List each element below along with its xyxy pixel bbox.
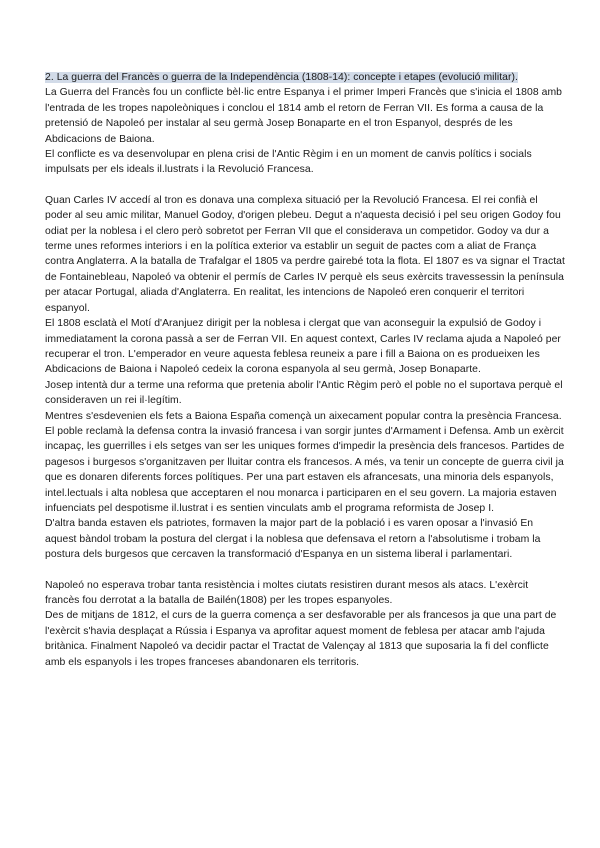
paragraph-patriotes: D'altra banda estaven els patriotes, formaven la major part de la població i es varen oposar a l'invasió En aquest bàndol trobam la postura del clergat i la noblesa que defensava el retorn a l'absolutisme i trobam la postura dels burgesos que cercaven la transformació d'Espanya en un sistema liberal i parlamentari. [45, 518, 541, 561]
paragraph-uprising: Mentres s'esdevenien els fets a Baiona España començà un aixecament popular contra la presència Francesa. El poble reclamà la defensa contra la invasió francesa i van sorgir juntes d'Armament i Defensa. Amb un exèrcit incapaç, les guerrilles i els setges van ser les uniques formes d'impedir la presència dels francesos. Partides de pagesos i burgesos s'organitzaven per lluitar contra els francesos. A més, va tenir un concepte de guerra civil ja que es donaren diferents forces polítiques. Per una part estaven els afrancesats, una minoria dels espanyols, intel.lectuals i alta noblesa que acceptaren el nou monarca i participaren en el seu govern. La majoria estaven infuenciats pel despotisme il.lustrat i es sentien vinculats amb el programa reformista de Josep I. [45, 410, 565, 514]
paragraph-gap [45, 563, 565, 578]
section-heading-text: 2. La guerra del Francès o guerra de la Independència (1808-14): concepte i etapes (evolució militar). [45, 72, 518, 83]
paragraph-gap [45, 178, 565, 193]
paragraph-bailen: Napoleó no esperava trobar tanta resistència i moltes ciutats resistiren durant mesos als atacs. L'exèrcit francès fou derrotat a la batalla de Bailén(1808) per les tropes espanyoles. [45, 579, 529, 606]
paragraph-intro: La Guerra del Francès fou un conflicte bèl·lic entre Espanya i el primer Imperi Francès que s'inicia el 1808 amb l'entrada de les tropes napoleòniques i conclou el 1814 amb el retorn de Ferran VII. Es forma a causa de la pretensió de Napoleó per instalar al seu germà Josep Bonaparte en el tron Espanyol, després de les Abdicacions de Baiona. [45, 87, 562, 145]
section-heading [45, 70, 565, 85]
paragraph-aranjuez: El 1808 esclatà el Motí d'Aranjuez dirigit per la noblesa i clergat que van aconseguir la expulsió de Godoy i immediatament la corona passà a ser de Ferran VII. En aquest context, Carles IV reclama ajuda a Napoleó per recuperar el tron. L'emperador en veure aquesta feblesa reuneix a pare i fill a Baiona on es produeixen les Abdicacions de Baiona i Napoleó cedeix la corona espanyola al seu germà, Josep Bonaparte. [45, 318, 561, 376]
paragraph-context: El conflicte es va desenvolupar en plena crisi de l'Antic Règim i en un moment de canvis polítics i socials impulsats per els ideals il.lustrats i la Revolució Francesa. [45, 149, 532, 176]
paragraph-josep: Josep intentà dur a terme una reforma que pretenia abolir l'Antic Règim però el poble no el suportava perquè el consideraven un rei il·legítim. [45, 379, 563, 407]
document-page [45, 70, 565, 670]
paragraph-carles-iv: Quan Carles IV accedí al tron es donava una complexa situació per la Revolució Francesa. El rei confià el poder al seu amic militar, Manuel Godoy, d'origen plebeu. Degut a n'aquesta decisió i pel seu origen Godoy fou odiat per la noblesa i el clero però sobretot per Ferran VII que el considerava un competidor. Godoy va dur a terme unes reformes interiors i en la política exterior va establir un seguit de pactes com a aliat de França contra Anglaterra. A la batalla de Trafalgar el 1805 va perdre gairebé tota la flota. El 1807 es va signar el Tractat de Fontainebleau, Napoleó va obtenir el permís de Carles IV perquè els seus exèrcits travessessin la península per atacar Portugal, aliada d'Anglaterra. En realitat, les intencions de Napoleó eren conquerir el territori espanyol. [45, 194, 565, 314]
paragraph-end-of-war: Des de mitjans de 1812, el curs de la guerra comença a ser desfavorable per als francesos ja que una part de l'exèrcit s'havia desplaçat a Rússia i Espanya va aprofitar aquest moment de feblesa per atacar amb l'ajuda britànica. Finalment Napoleó va decidir pactar el Tractat de Valençay al 1813 que suposaria la fi del conflicte amb els espanyols i les tropes franceses abandonaren els territoris. [45, 610, 557, 668]
